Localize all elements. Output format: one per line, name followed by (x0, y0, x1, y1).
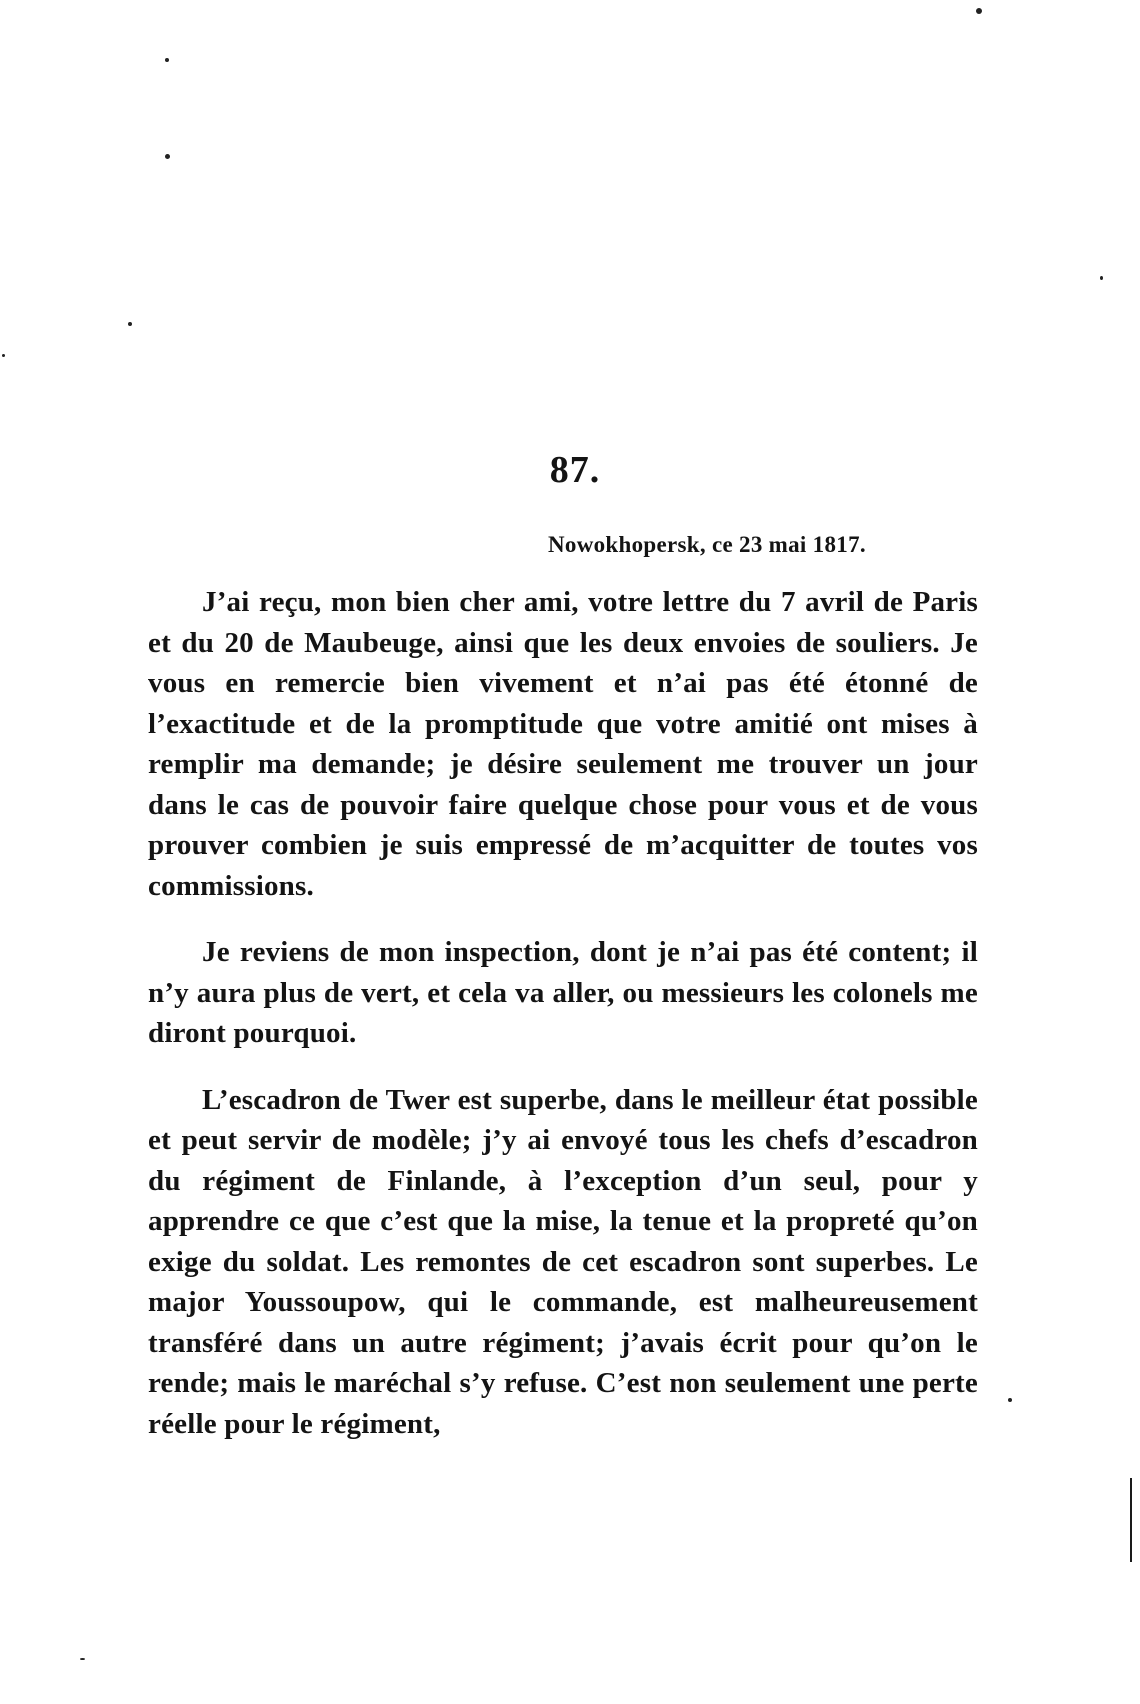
scan-speck (2, 354, 5, 357)
page-edge-line (1130, 1478, 1132, 1562)
paragraph: J’ai reçu, mon bien cher ami, votre lettre du 7 avril de Paris et du 20 de Maubeuge, ainsi que les deux envoies de souliers. Je vous en remercie bien vivement et n’ai pas été étonné de l’exactitude et de la promptitude que votre amitié ont mises à remplir ma demande; je désire seulement me trouver un jour dans le cas de pouvoir faire quelque chose pour vous et de vous prouver combien je suis empressé de m’acquitter de toutes vos commissions. (148, 586, 978, 902)
letter-body (148, 582, 978, 1470)
dateline: Nowokhopersk, ce 23 mai 1817. (548, 532, 866, 557)
scan-speck (165, 58, 169, 62)
scan-speck (1100, 276, 1103, 280)
scan-speck (165, 154, 170, 159)
letter-number: 87. (549, 449, 601, 491)
paragraph: Je reviens de mon inspection, dont je n’ai pas été content; il n’y aura plus de vert, et cela va aller, ou messieurs les colonels me diront pourquoi. (148, 936, 978, 1049)
scan-speck (128, 322, 132, 326)
scan-speck (1008, 1398, 1012, 1402)
paragraph: L’escadron de Twer est superbe, dans le meilleur état possible et peut servir de modèle; j’y ai envoyé tous les chefs d’escadron du régiment de Finlande, à l’exception d’un seul, pour y apprendre ce que c’est que la mise, la tenue et la propreté qu’on exige du soldat. Les remontes de cet escadron sont superbes. Le major Youssoupow, qui le commande, est malheureusement transféré dans un autre régiment; j’avais écrit pour qu’on le rende; mais le maréchal s’y refuse. C’est non seulement une perte réelle pour le régiment, (148, 1083, 978, 1440)
scan-speck (976, 8, 982, 14)
scan-speck (80, 1658, 85, 1660)
